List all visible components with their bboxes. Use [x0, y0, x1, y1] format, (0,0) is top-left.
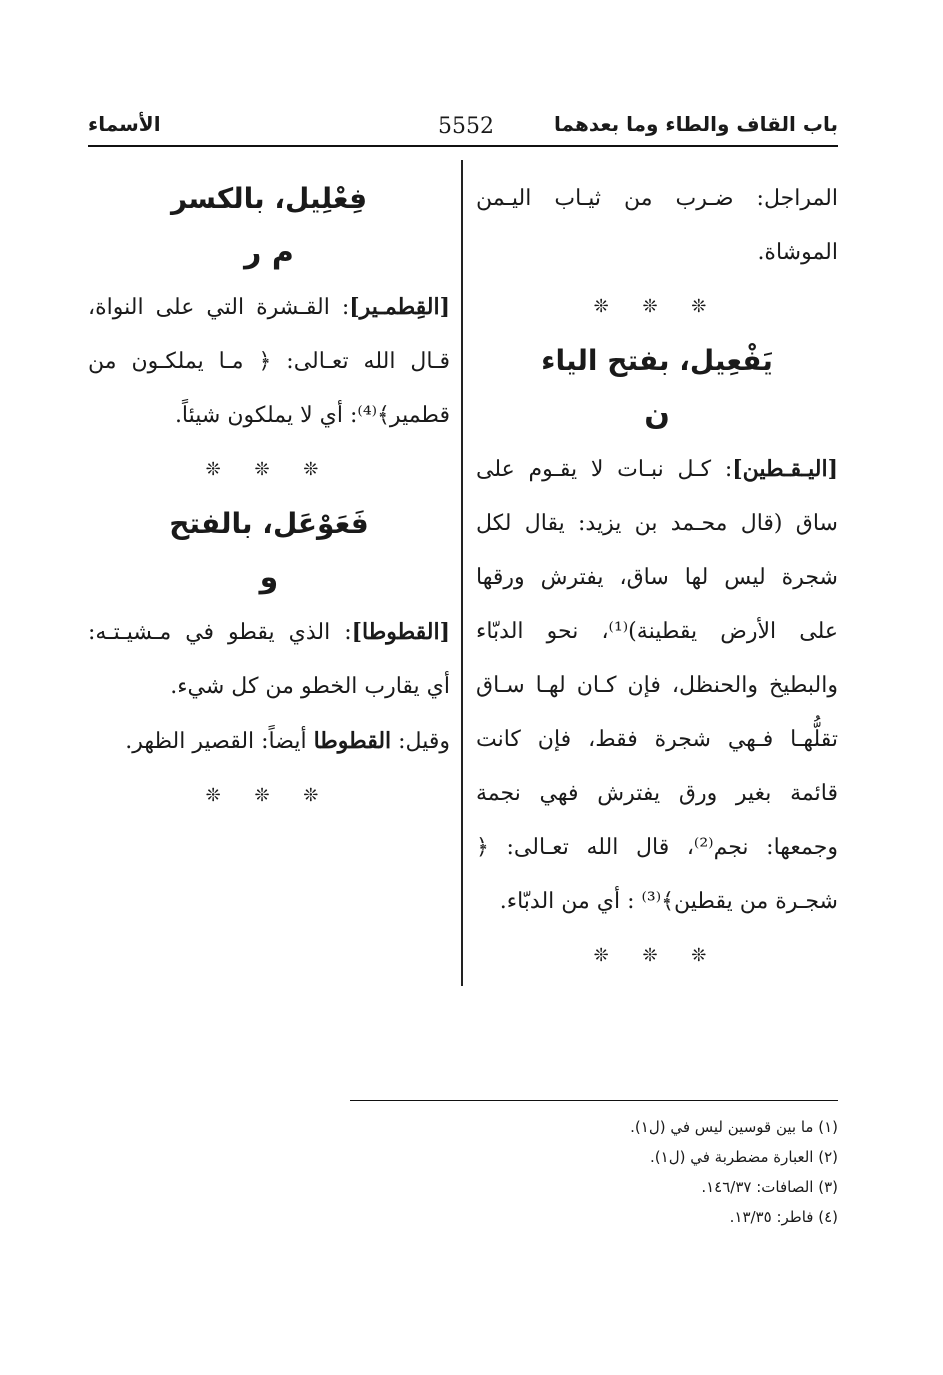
column-divider [461, 160, 463, 986]
entry-definition: : الذي يقطو في مـشيـتـه: أي يقارب الخطو من كل شيء. [88, 620, 450, 699]
right-column [476, 172, 838, 983]
left-column [88, 172, 450, 823]
entry-definition: أيضاً: القصير الظهر. [125, 729, 314, 754]
entry-prefix: وقيل: [391, 729, 450, 754]
entry-term: [اليـقـطين] [732, 456, 838, 482]
entry-qatawta [88, 605, 450, 714]
footnotes [358, 1112, 838, 1232]
entry-definition: : كـل نبـات لا يقـوم على ساق (قال محـمد بن يزيد: يقال لكل شجرة ليس لها ساق، يفترش ورقها على الأرض يقطينة)⁽¹⁾، نحو الدبّاء والبطيخ والحنظل، فإن كـان لهـا سـاق تقلُّهـا فـهي شجرة فقط، فإن كانت قائمة بغير ورق يفترش فهي نجمة وجمعها: نجم⁽²⁾، قال الله تعـالى: ﴿ شجـرة من يقطين﴾⁽³⁾ : أي من الدبّاء. [476, 457, 838, 914]
pattern-heading: فِعْلِيل، بالكسر [170, 182, 368, 215]
pattern-heading: يَفْعِيل، بفتح الياء [541, 344, 773, 377]
entry-term: القطوطا [313, 728, 392, 754]
separator-stars: ❊ ❊ ❊ [593, 945, 721, 966]
footnote-4: (٤) فاطر: ١٣/٣٥. [729, 1208, 838, 1226]
page-number: 5552 [438, 114, 494, 139]
entry-yaqtin [476, 442, 838, 929]
entry-qatawta-alt [88, 714, 450, 769]
footnote-1: (١) ما بين قوسين ليس في (ل١). [630, 1118, 838, 1136]
separator-stars: ❊ ❊ ❊ [593, 296, 721, 317]
chapter-title: باب القاف والطاء وما بعدهما [554, 112, 838, 136]
intro-text: المراجل: ضـرب من ثيـاب اليـمن الموشاة. [476, 186, 838, 265]
footnote-3: (٣) الصافات: ١٤٦/٣٧. [701, 1178, 838, 1196]
separator-stars: ❊ ❊ ❊ [205, 459, 333, 480]
footnote-rule [350, 1100, 838, 1101]
root-letter: ن [644, 397, 670, 432]
running-header [88, 108, 838, 144]
entry-definition: : القـشرة التي على النواة، قـال الله تعـالى: ﴿ مـا يملكـون من قطمير﴾⁽⁴⁾: أي لا يملكون شيئاً. [88, 295, 450, 428]
entry-term: [القطوطا] [351, 619, 450, 645]
footnote-2: (٢) العبارة مضطربة في (ل١). [650, 1148, 838, 1166]
header-rule [88, 145, 838, 147]
root-letter: م ر [244, 235, 294, 270]
separator-stars: ❊ ❊ ❊ [205, 785, 333, 806]
section-title: الأسماء [88, 112, 161, 136]
entry-term: [القِطمـير] [349, 294, 450, 320]
pattern-heading: فَعَوْعَل، بالفتح [169, 507, 369, 540]
root-letter: و [259, 560, 279, 595]
entry-qitmir [88, 280, 450, 443]
